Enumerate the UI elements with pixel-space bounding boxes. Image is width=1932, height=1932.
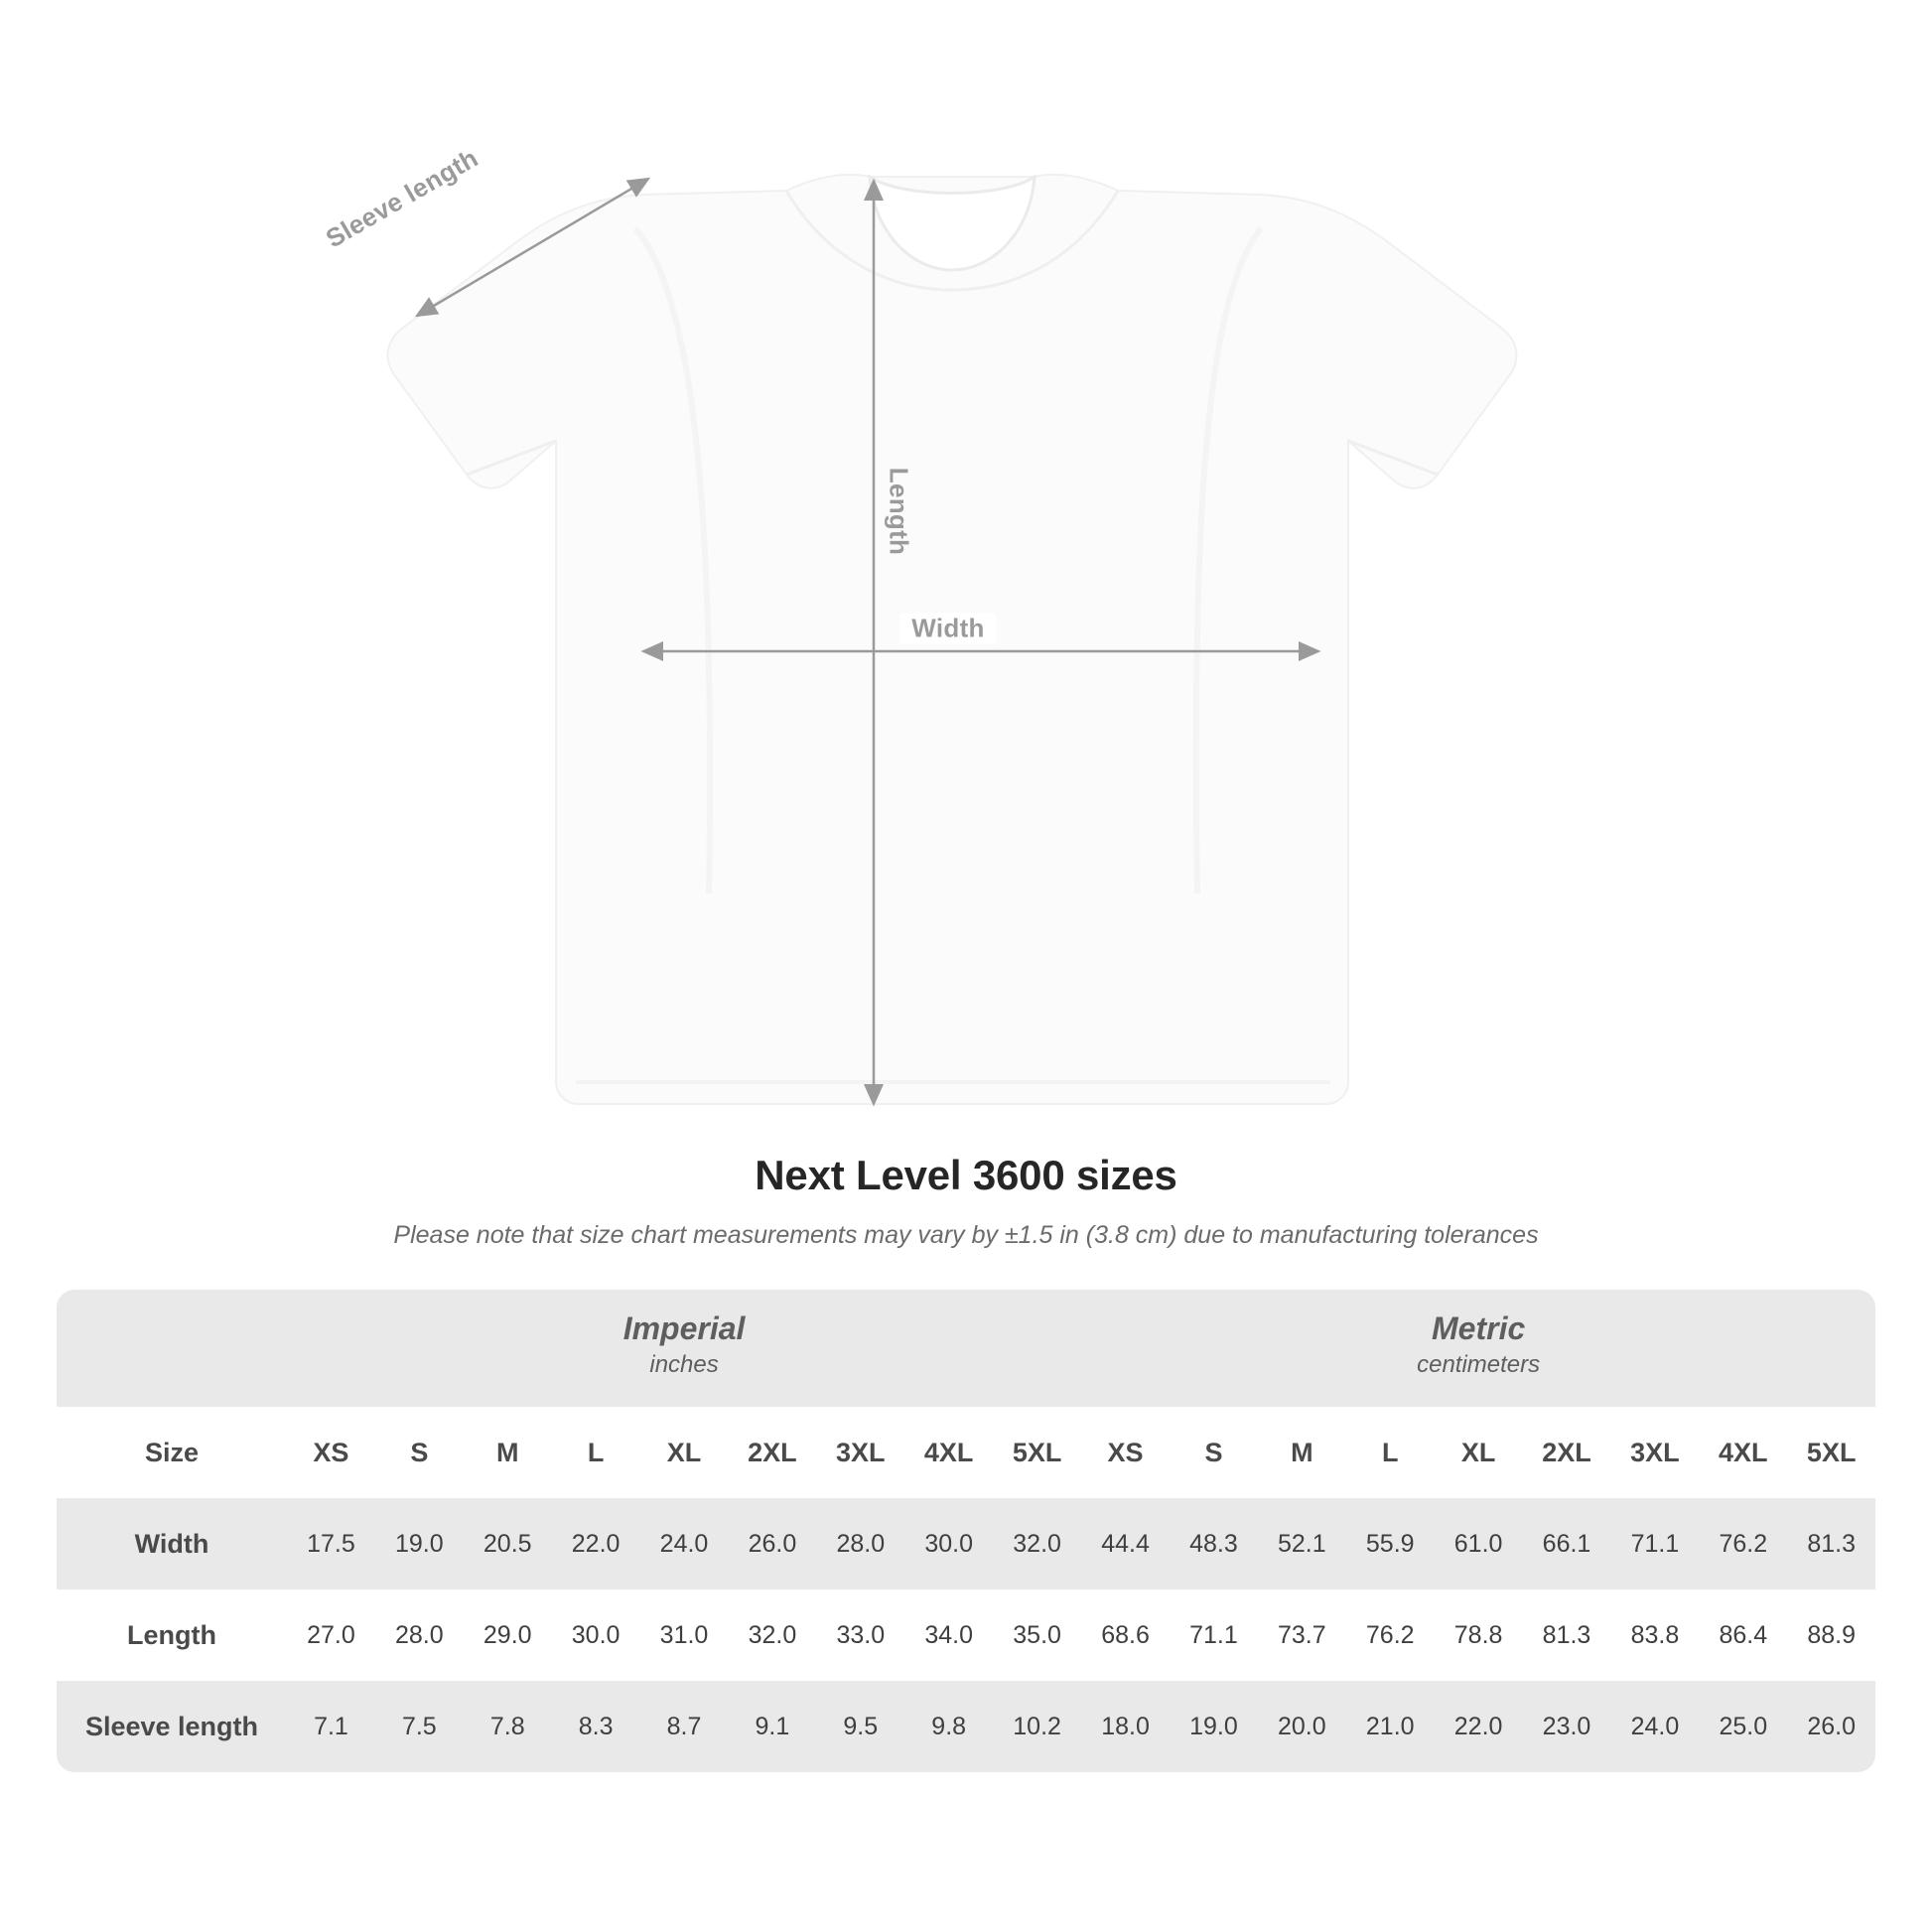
sleeve-imperial-2xl: 9.1 (728, 1681, 816, 1772)
size-header-imperial-3xl: 3XL (816, 1407, 904, 1498)
width-imperial-m: 20.5 (464, 1498, 552, 1589)
width-label: Width (899, 614, 996, 644)
length-label: Length (884, 467, 914, 556)
unit-header-imperial (287, 1290, 1081, 1407)
size-header-imperial-xl: XL (640, 1407, 729, 1498)
length-imperial-xl: 31.0 (640, 1589, 729, 1681)
size-header-imperial-l: L (552, 1407, 640, 1498)
width-metric-xl: 61.0 (1435, 1498, 1523, 1589)
size-header-imperial-5xl: 5XL (993, 1407, 1081, 1498)
unit-header-spacer (57, 1290, 287, 1407)
sleeve-imperial-5xl: 10.2 (993, 1681, 1081, 1772)
size-header-imperial-2xl: 2XL (728, 1407, 816, 1498)
length-imperial-s: 28.0 (375, 1589, 464, 1681)
length-imperial-l: 30.0 (552, 1589, 640, 1681)
sleeve-metric-l: 21.0 (1346, 1681, 1435, 1772)
metric-sub: centimeters (1417, 1351, 1541, 1379)
sleeve-metric-3xl: 24.0 (1610, 1681, 1699, 1772)
table-row-length (57, 1589, 1875, 1681)
size-column-label: Size (57, 1407, 287, 1498)
sleeve-imperial-m: 7.8 (464, 1681, 552, 1772)
length-imperial-4xl: 34.0 (904, 1589, 993, 1681)
size-header-metric-l: L (1346, 1407, 1435, 1498)
sleeve-imperial-l: 8.3 (552, 1681, 640, 1772)
length-metric-xs: 68.6 (1081, 1589, 1170, 1681)
length-metric-xl: 78.8 (1435, 1589, 1523, 1681)
sleeve-metric-xl: 22.0 (1435, 1681, 1523, 1772)
sleeve-metric-s: 19.0 (1170, 1681, 1258, 1772)
size-header-metric-m: M (1258, 1407, 1346, 1498)
size-header-metric-s: S (1170, 1407, 1258, 1498)
row-label-width: Width (57, 1498, 287, 1589)
length-imperial-2xl: 32.0 (728, 1589, 816, 1681)
title-block (0, 1152, 1932, 1250)
length-imperial-xs: 27.0 (287, 1589, 375, 1681)
sleeve-imperial-s: 7.5 (375, 1681, 464, 1772)
length-imperial-5xl: 35.0 (993, 1589, 1081, 1681)
width-imperial-3xl: 28.0 (816, 1498, 904, 1589)
size-table (57, 1290, 1875, 1772)
metric-name: Metric (1432, 1311, 1526, 1347)
length-metric-5xl: 88.9 (1787, 1589, 1875, 1681)
length-metric-l: 76.2 (1346, 1589, 1435, 1681)
width-imperial-xs: 17.5 (287, 1498, 375, 1589)
table-row-sleeve-length (57, 1681, 1875, 1772)
sleeve-metric-2xl: 23.0 (1523, 1681, 1611, 1772)
size-header-row (57, 1407, 1875, 1498)
size-header-metric-3xl: 3XL (1610, 1407, 1699, 1498)
width-imperial-5xl: 32.0 (993, 1498, 1081, 1589)
width-imperial-4xl: 30.0 (904, 1498, 993, 1589)
width-imperial-s: 19.0 (375, 1498, 464, 1589)
tolerance-note: Please note that size chart measurements may vary by ±1.5 in (3.8 cm) due to manufacturing tolerances (393, 1221, 1539, 1249)
length-metric-3xl: 83.8 (1610, 1589, 1699, 1681)
sleeve-imperial-3xl: 9.5 (816, 1681, 904, 1772)
size-header-imperial-m: M (464, 1407, 552, 1498)
size-table-wrapper (57, 1290, 1875, 1772)
width-metric-l: 55.9 (1346, 1498, 1435, 1589)
width-metric-2xl: 66.1 (1523, 1498, 1611, 1589)
sleeve-imperial-xl: 8.7 (640, 1681, 729, 1772)
width-metric-3xl: 71.1 (1610, 1498, 1699, 1589)
length-imperial-3xl: 33.0 (816, 1589, 904, 1681)
size-header-metric-4xl: 4XL (1699, 1407, 1787, 1498)
sleeve-imperial-4xl: 9.8 (904, 1681, 993, 1772)
table-row-width (57, 1498, 1875, 1589)
length-imperial-m: 29.0 (464, 1589, 552, 1681)
size-header-metric-xl: XL (1435, 1407, 1523, 1498)
size-header-imperial-xs: XS (287, 1407, 375, 1498)
size-header-imperial-4xl: 4XL (904, 1407, 993, 1498)
imperial-sub: inches (649, 1351, 719, 1379)
size-header-imperial-s: S (375, 1407, 464, 1498)
width-metric-4xl: 76.2 (1699, 1498, 1787, 1589)
sleeve-metric-5xl: 26.0 (1787, 1681, 1875, 1772)
width-metric-5xl: 81.3 (1787, 1498, 1875, 1589)
width-metric-m: 52.1 (1258, 1498, 1346, 1589)
row-label-length: Length (57, 1589, 287, 1681)
page-title: Next Level 3600 sizes (755, 1152, 1177, 1198)
length-metric-s: 71.1 (1170, 1589, 1258, 1681)
length-metric-4xl: 86.4 (1699, 1589, 1787, 1681)
width-metric-xs: 44.4 (1081, 1498, 1170, 1589)
size-header-metric-5xl: 5XL (1787, 1407, 1875, 1498)
unit-header-metric (1081, 1290, 1875, 1407)
sleeve-metric-xs: 18.0 (1081, 1681, 1170, 1772)
sleeve-length-label: Sleeve length (320, 142, 483, 254)
size-header-metric-xs: XS (1081, 1407, 1170, 1498)
width-imperial-2xl: 26.0 (728, 1498, 816, 1589)
length-metric-2xl: 81.3 (1523, 1589, 1611, 1681)
length-metric-m: 73.7 (1258, 1589, 1346, 1681)
width-imperial-xl: 24.0 (640, 1498, 729, 1589)
sleeve-imperial-xs: 7.1 (287, 1681, 375, 1772)
sleeve-metric-m: 20.0 (1258, 1681, 1346, 1772)
imperial-name: Imperial (622, 1311, 746, 1347)
row-label-sleeve-length: Sleeve length (57, 1681, 287, 1772)
unit-header-row (57, 1290, 1875, 1407)
width-metric-s: 48.3 (1170, 1498, 1258, 1589)
sleeve-metric-4xl: 25.0 (1699, 1681, 1787, 1772)
size-header-metric-2xl: 2XL (1523, 1407, 1611, 1498)
width-imperial-l: 22.0 (552, 1498, 640, 1589)
